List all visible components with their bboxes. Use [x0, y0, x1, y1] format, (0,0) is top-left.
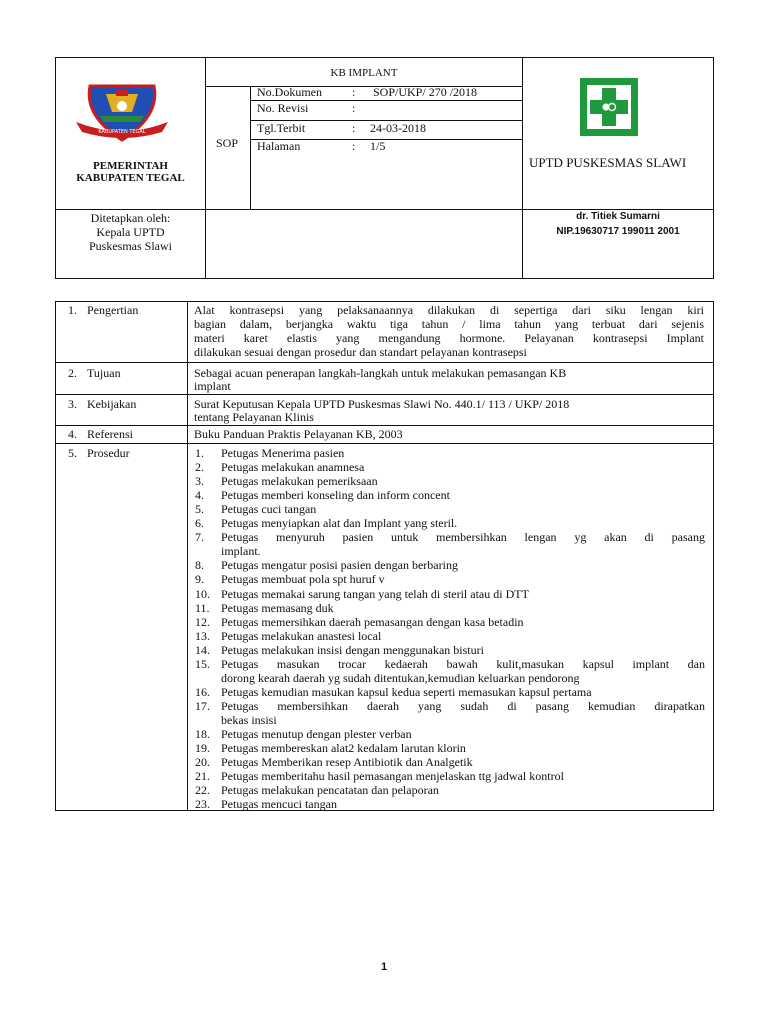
procedure-step-text: Petugas Menerima pasien: [221, 446, 345, 460]
document-title: KB IMPLANT: [330, 67, 398, 79]
procedure-step-text: Petugas Memberikan resep Antibiotik dan Analgetik: [221, 755, 473, 770]
procedure-step-text: Petugas memberitahu hasil pemasangan menjelaskan ttg jadwal kontrol: [221, 769, 564, 784]
section-text-line: implant: [194, 379, 231, 393]
procedure-step-text: Petugas membersihkan daerah yang sudah di pasang kemudian dirapatkan: [221, 698, 705, 713]
procedure-step-text: Petugas memersihkan daerah pemasangan dengan kasa betadin: [221, 614, 524, 629]
procedure-step-number: 9.: [195, 572, 204, 587]
meta-sep: :: [352, 101, 356, 115]
meta-sep: :: [352, 139, 356, 153]
approval-line3: Puskesmas Slawi: [88, 239, 172, 253]
procedure-step-text: Petugas melakukan anastesi local: [221, 628, 382, 643]
procedure-step-text: Petugas melakukan pemeriksaan: [221, 474, 378, 489]
section-label: Kebijakan: [87, 397, 137, 411]
section-label: Referensi: [87, 427, 133, 441]
procedure-step-text: Petugas kemudian masukan kapsul kedua seperti memasukan kapsul pertama: [221, 684, 592, 699]
section-number: 1.: [68, 303, 77, 317]
procedure-step-text: Petugas menyuruh pasien untuk membersihkan lengan yg akan di pasang: [221, 530, 705, 545]
procedure-step-text: bekas insisi: [221, 712, 277, 727]
procedure-step-text: Petugas cuci tangan: [221, 502, 317, 517]
procedure-step-text: Petugas melakukan insisi dengan menggunakan bisturi: [221, 642, 484, 657]
procedure-step-text: Petugas memasang duk: [221, 600, 334, 615]
meta-sep: :: [352, 121, 356, 135]
approver-nip: NIP.19630717 199011 2001: [556, 226, 680, 237]
section-number: 4.: [68, 427, 77, 441]
procedure-step-number: 12.: [195, 614, 210, 629]
meta-sep: :: [352, 85, 356, 99]
procedure-step-number: 16.: [195, 684, 210, 699]
approval-line2: Kepala UPTD: [96, 225, 165, 239]
meta-label: Tgl.Terbit: [257, 121, 306, 135]
procedure-step-number: 1.: [195, 446, 204, 460]
section-number: 3.: [68, 397, 77, 411]
procedure-step-number: 10.: [195, 586, 210, 601]
procedure-step-number: 18.: [195, 727, 210, 741]
section-text-line: Alat kontrasepsi yang pelaksanaannya dilakukan di sepertiga dari siku lengan kiri: [194, 303, 704, 317]
procedure-step-number: 8.: [195, 558, 204, 573]
procedure-step-text: dorong kearah daerah yg sudah ditentukan,kemudian keluarkan pendorong: [221, 670, 580, 685]
procedure-step-text: Petugas membuat pola spt huruf v: [221, 572, 385, 587]
procedure-step-text: Petugas masukan trocar kedaerah bawah kulit,masukan kapsul implant dan: [221, 656, 705, 671]
procedure-step-number: 20.: [195, 755, 210, 770]
procedure-step-number: 3.: [195, 474, 204, 489]
procedure-step-number: 17.: [195, 698, 210, 713]
procedure-step-text: Petugas memberi konseling dan inform concent: [221, 488, 450, 503]
meta-label: No.Dokumen: [257, 85, 322, 99]
procedure-step-number: 4.: [195, 488, 204, 503]
section-label: Pengertian: [87, 303, 139, 317]
procedure-step-number: 22.: [195, 783, 210, 798]
section-text-line: Surat Keputusan Kepala UPTD Puskesmas Slawi No. 440.1/ 113 / UKP/ 2018: [194, 397, 570, 411]
section-text-line: materi karet elastis yang mengandung hormone. Pelayanan kontrasepsi Implant: [194, 331, 704, 345]
procedure-step-number: 2.: [195, 460, 204, 475]
procedure-step-text: Petugas melakukan anamnesa: [221, 460, 365, 475]
meta-label: Halaman: [257, 139, 301, 153]
procedure-step-number: 13.: [195, 628, 210, 643]
section-text-line: tentang Pelayanan Klinis: [194, 410, 314, 424]
section-text-line: Buku Panduan Praktis Pelayanan KB, 2003: [194, 427, 403, 441]
procedure-step-number: 23.: [195, 797, 210, 812]
section-label: Tujuan: [87, 366, 121, 380]
procedure-step-text: Petugas memakai sarung tangan yang telah di steril atau di DTT: [221, 586, 529, 601]
meta-value: SOP/UKP/ 270 /2018: [373, 85, 478, 99]
procedure-step-number: 6.: [195, 516, 204, 531]
procedure-step-number: 5.: [195, 502, 204, 517]
org-name-line1: PEMERINTAH: [93, 160, 168, 172]
procedure-step-text: Petugas mencuci tangan: [221, 797, 337, 812]
procedure-step-number: 14.: [195, 642, 210, 657]
page-number: 1: [380, 961, 388, 973]
section-text-line: Sebagai acuan penerapan langkah-langkah untuk melakukan pemasangan KB: [194, 366, 567, 380]
procedure-step-number: 11.: [195, 600, 210, 615]
section-text-line: bagian dalam, berjangka waktu tiga tahun / lima tahun yang terbuat dari sejenis: [194, 317, 704, 331]
procedure-step-number: 21.: [195, 769, 210, 784]
procedure-step-text: Petugas mengatur posisi pasien dengan berbaring: [221, 558, 458, 573]
meta-value: 24-03-2018: [370, 121, 426, 135]
procedure-step-text: Petugas menutup dengan plester verban: [221, 727, 412, 741]
section-text-line: dilakukan sesuai dengan prosedur dan standart pelayanan kontrasepsi: [194, 345, 527, 359]
facility-name: UPTD PUSKESMAS SLAWI: [529, 155, 687, 170]
procedure-step-number: 19.: [195, 741, 210, 756]
approver-name: dr. Titiek Sumarni: [576, 211, 660, 222]
org-name-line2: KABUPATEN TEGAL: [76, 172, 185, 184]
section-label: Prosedur: [87, 446, 130, 460]
approval-line1: Ditetapkan oleh:: [90, 211, 171, 225]
procedure-step-text: Petugas menyiapkan alat dan Implant yang steril.: [221, 516, 458, 531]
procedure-step-text: implant.: [221, 544, 261, 559]
section-number: 5.: [68, 446, 77, 460]
puskesmas-cross-logo: [578, 76, 640, 138]
procedure-step-number: 7.: [195, 530, 204, 545]
section-number: 2.: [68, 366, 77, 380]
procedure-step-text: Petugas membereskan alat2 kedalam larutan klorin: [221, 741, 466, 756]
meta-label: No. Revisi: [257, 101, 309, 115]
procedure-step-text: Petugas melakukan pencatatan dan pelaporan: [221, 783, 439, 798]
procedure-step-number: 15.: [195, 656, 210, 671]
kabupaten-tegal-logo: [70, 82, 174, 144]
sop-label: SOP: [216, 136, 239, 150]
svg-text:KABUPATEN TEGAL: KABUPATEN TEGAL: [98, 129, 146, 135]
meta-value: 1/5: [370, 139, 386, 153]
